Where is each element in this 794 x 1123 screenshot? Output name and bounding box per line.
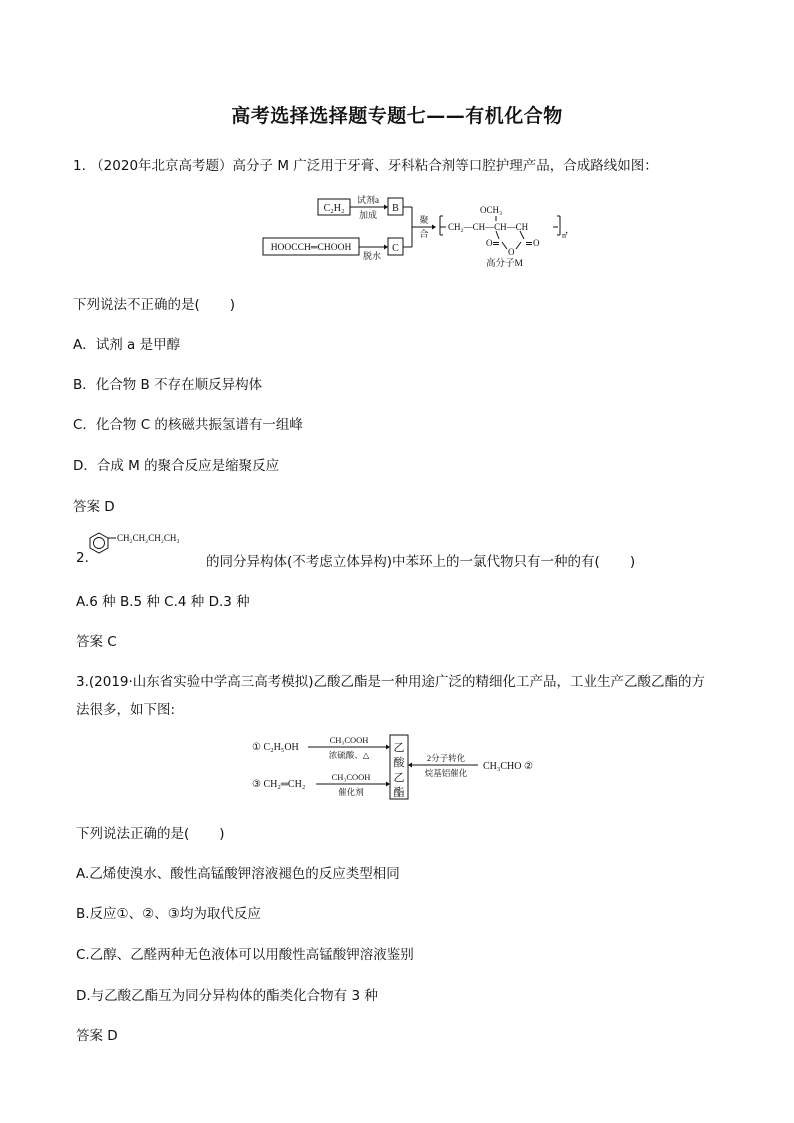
- scheme-reagent-a: 试剂a: [357, 195, 379, 205]
- scheme-o3: O: [533, 238, 540, 248]
- q2-number: 2.: [76, 550, 89, 566]
- scheme-poly-1: 聚: [419, 215, 429, 225]
- q2-stem: 的同分异构体(不考虑立体异构)中苯环上的一氯代物只有一种的有( ): [206, 554, 636, 570]
- scheme-r2-top: 2分子转化: [426, 753, 466, 763]
- q3-option-c: C.乙醇、乙醛两种无色液体可以用酸性高锰酸钾溶液鉴别: [76, 947, 414, 963]
- scheme-o2: O: [508, 247, 515, 257]
- scheme-r3-top: CH₃COOH: [331, 772, 371, 782]
- scheme-dehydration: 脱水: [362, 251, 382, 261]
- scheme-m-label: 高分子M: [486, 259, 523, 269]
- scheme-c: C: [392, 243, 399, 254]
- q2-answer: 答案 C: [76, 634, 117, 650]
- scheme-och3: OCH₃: [480, 205, 503, 215]
- q3-prompt: 下列说法正确的是( ): [76, 826, 225, 842]
- q1-stem: 1. （2020年北京高考题）高分子 M 广泛用于牙膏、牙科粘合剂等口腔护理产品，合成路线如图：: [73, 158, 658, 174]
- q1-option-a: A．试剂 a 是甲醇: [73, 337, 181, 353]
- scheme-r3: ③ CH₂═CH₂: [252, 779, 306, 790]
- scheme-r2: CH₃CHO ②: [483, 761, 533, 772]
- scheme-c2h2: C₂H₂: [323, 203, 345, 214]
- scheme-r1-top: CH₃COOH: [329, 735, 369, 745]
- q2-options: A.6 种 B.5 种 C.4 种 D.3 种: [76, 594, 250, 610]
- q3-option-b: B.反应①、②、③均为取代反应: [76, 906, 261, 922]
- scheme-product-2: 酸: [393, 757, 405, 769]
- benzene-ring-structure: [87, 530, 207, 560]
- q1-answer: 答案 D: [73, 499, 115, 515]
- scheme-r3-bottom: 催化剂: [338, 787, 364, 797]
- scheme-chain: CH₂—CH—CH—CH: [448, 222, 529, 232]
- scheme-r1: ① C₂H₅OH: [252, 742, 299, 753]
- scheme-r2-bottom: 烷基铝催化: [424, 768, 468, 778]
- q1-option-c: C．化合物 C 的核磁共振氢谱有一组峰: [73, 417, 303, 433]
- scheme-o1: O: [486, 238, 493, 248]
- scheme-acid: HOOCCH═CHOOH: [270, 243, 352, 253]
- scheme-product-3: 乙: [393, 772, 405, 784]
- q2-chain-label: CH₂CH₂CH₂CH₃: [117, 533, 180, 543]
- scheme-addition: 加成: [358, 210, 378, 220]
- scheme-b: B: [392, 203, 399, 214]
- scheme-poly-2: 合: [419, 229, 429, 239]
- q3-option-a: A.乙烯使溴水、酸性高锰酸钾溶液褪色的反应类型相同: [76, 866, 400, 882]
- q3-option-d: D.与乙酸乙酯互为同分异构体的酯类化合物有 3 种: [76, 988, 378, 1004]
- scheme-product-1: 乙: [393, 742, 405, 754]
- q3-stem-line1: 3.(2019·山东省实验中学高三高考模拟)乙酸乙酯是一种用途广泛的精细化工产品，工业生产乙酸乙酯的方: [76, 674, 706, 690]
- scheme-r1-bottom: 浓硫酸、△: [328, 750, 370, 760]
- scheme-product-4: 酯: [393, 787, 405, 799]
- q1-option-d: D．合成 M 的聚合反应是缩聚反应: [73, 458, 280, 474]
- q1-synthesis-scheme: [262, 190, 592, 270]
- q1-option-b: B．化合物 B 不存在顺反异构体: [73, 377, 263, 393]
- q1-prompt: 下列说法不正确的是( ): [73, 297, 236, 313]
- page-title: 高考选择选择题专题七——有机化合物: [231, 105, 563, 127]
- scheme-n: n: [562, 231, 566, 240]
- q3-reaction-scheme: [250, 734, 550, 802]
- scheme-comma: ，: [565, 225, 575, 236]
- q3-answer: 答案 D: [76, 1028, 118, 1044]
- q3-stem-line2: 法很多，如下图:: [76, 702, 176, 718]
